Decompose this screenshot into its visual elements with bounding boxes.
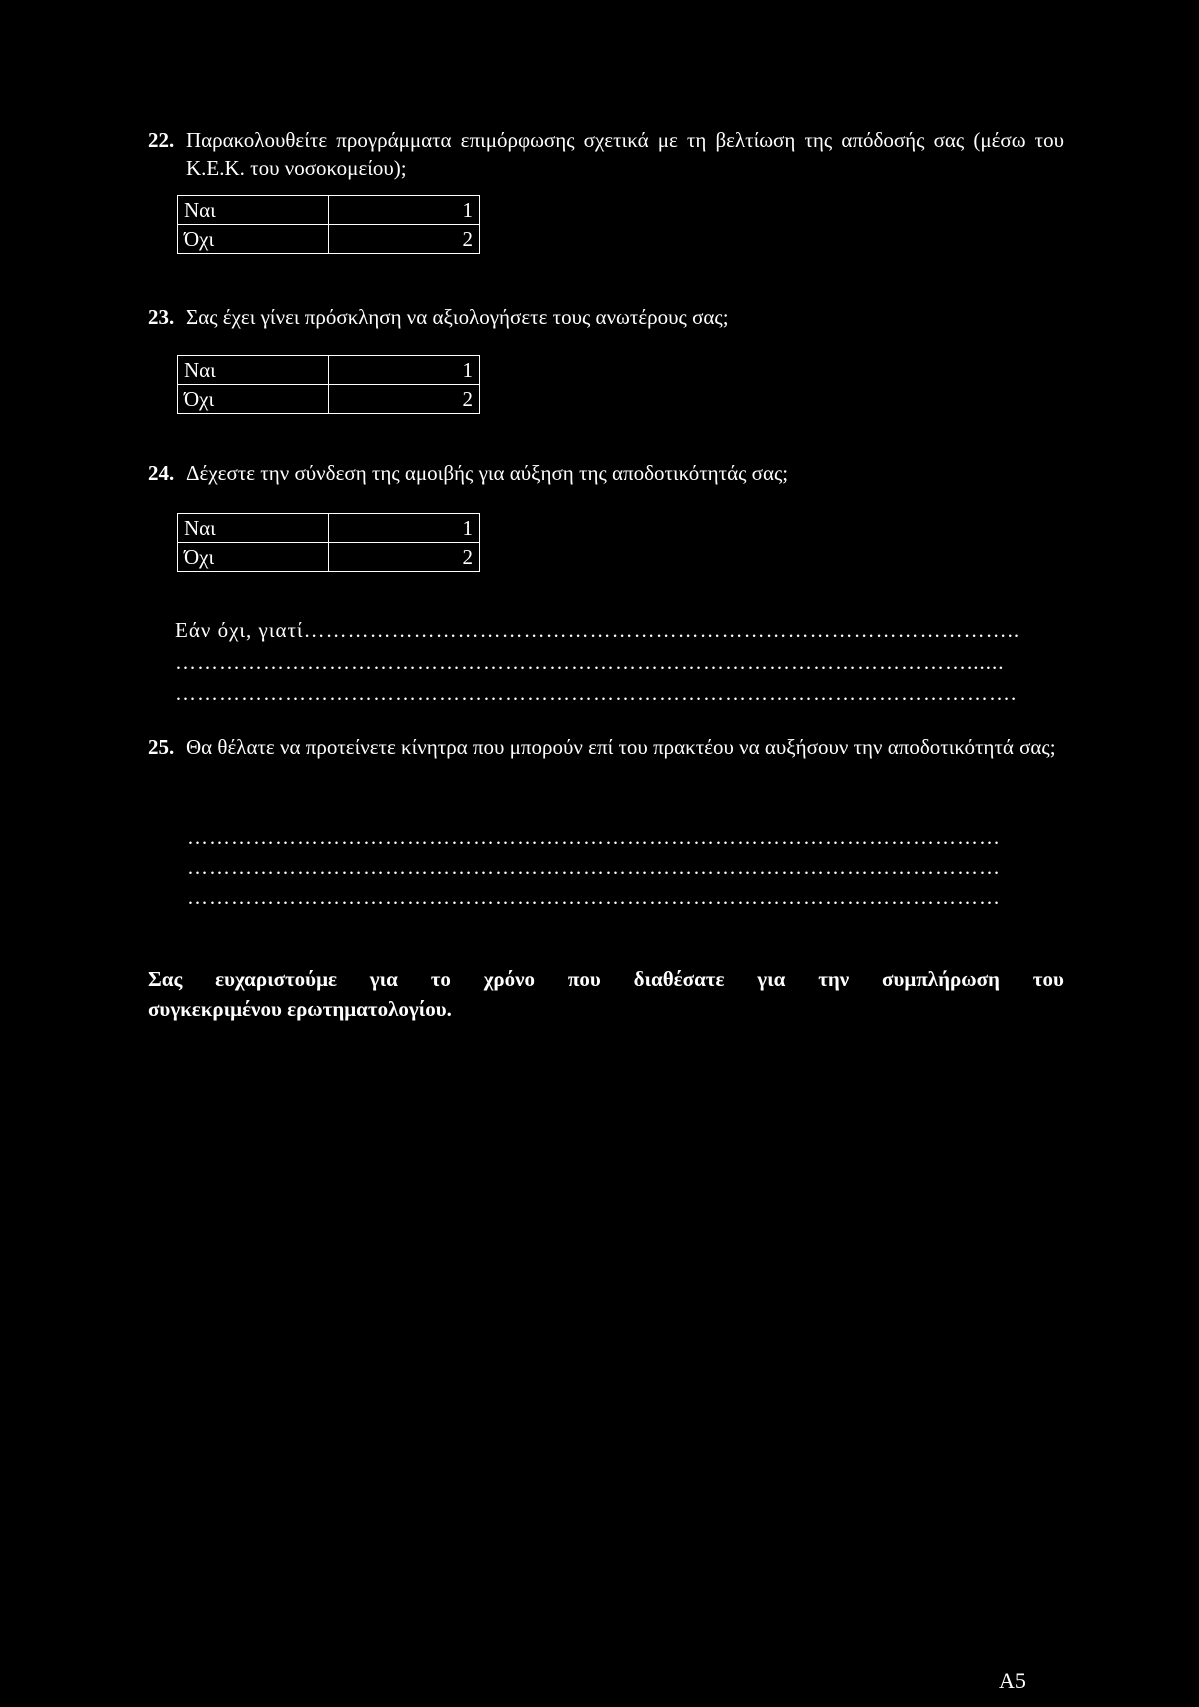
answer-label: Ναι [178,356,329,385]
answer-table-24 [177,513,480,572]
answer-code: 1 [329,514,480,543]
thank-you-line-1 [148,964,1064,994]
answer-row-yes[interactable] [178,514,480,543]
answer-line[interactable] [187,855,1064,879]
thank-you-word: Σας [148,967,183,991]
answer-code: 2 [329,543,480,572]
question-25 [148,733,1064,761]
answer-row-no[interactable] [178,385,480,414]
thank-you-word: χρόνο [483,967,536,991]
answer-label: Ναι [178,196,329,225]
answer-code: 2 [329,385,480,414]
answer-table-23 [177,355,480,414]
answer-label: Όχι [178,543,329,572]
answer-label: Ναι [178,514,329,543]
question-number: 25. [148,735,175,759]
answer-line[interactable] [175,681,1064,705]
answer-dots: ………………………………………………………………………………………………… [187,885,1001,909]
answer-row-yes[interactable] [178,356,480,385]
answer-line[interactable] [187,825,1064,849]
answer-label: Όχι [178,225,329,254]
thank-you-note [148,964,1064,1024]
question-24 [148,459,1064,487]
answer-code: 1 [329,356,480,385]
answer-dots: ……………………………………………………………………………………………………. [175,681,1018,705]
answer-row-no[interactable] [178,543,480,572]
question-text: Δέχεστε την σύνδεση της αμοιβής για αύξηση της αποδοτικότητάς σας; [186,461,789,485]
question-number: 24. [148,461,175,485]
answer-table-22 [177,195,480,254]
answer-code: 2 [329,225,480,254]
answer-row-yes[interactable] [178,196,480,225]
answer-dots: ………………………………………………………………………………………………… [187,825,1001,849]
answer-row-no[interactable] [178,225,480,254]
thank-you-word: διαθέσατε [633,967,725,991]
answer-dots: ………………………………………………………………………………………………… [187,855,1001,879]
answer-label: Όχι [178,385,329,414]
thank-you-word: για [369,967,398,991]
question-text: Σας έχει γίνει πρόσκληση να αξιολογήσετε τους ανωτέρους σας; [186,305,729,329]
question-number: 22. [148,128,175,152]
followup-label: Εάν όχι, γιατί [175,618,304,642]
thank-you-word: το [430,967,451,991]
thank-you-word: του [1032,967,1064,991]
thank-you-word: ευχαριστούμε [215,967,337,991]
thank-you-word: την [818,967,850,991]
answer-line[interactable] [175,650,1064,674]
thank-you-word: συμπλήρωση [882,967,1000,991]
question-text: Παρακολουθείτε προγράμματα επιμόρφωσης σχετικά με τη βελτίωση της απόδοσής σας (μέσω του Κ.Ε.Κ. του νοσοκομείου); [186,128,1064,180]
question-number: 23. [148,305,175,329]
question-text: Θα θέλατε να προτείνετε κίνητρα που μπορούν επί του πρακτέου να αυξήσουν την αποδοτικότητά σας; [186,735,1056,759]
thank-you-word: που [567,967,601,991]
answer-code: 1 [329,196,480,225]
answer-dots: …………………………………………………………………………………….. [303,618,1021,642]
page-number: Α5 [999,1668,1026,1693]
thank-you-word: για [757,967,786,991]
followup-line[interactable] [175,618,1064,642]
thank-you-line-2: συγκεκριμένου ερωτηματολογίου. [148,997,452,1021]
question-23 [148,303,1064,331]
answer-dots: ………………………………………………………………………………………………...... [175,650,1005,674]
question-22 [148,126,1064,182]
answer-line[interactable] [187,885,1064,909]
